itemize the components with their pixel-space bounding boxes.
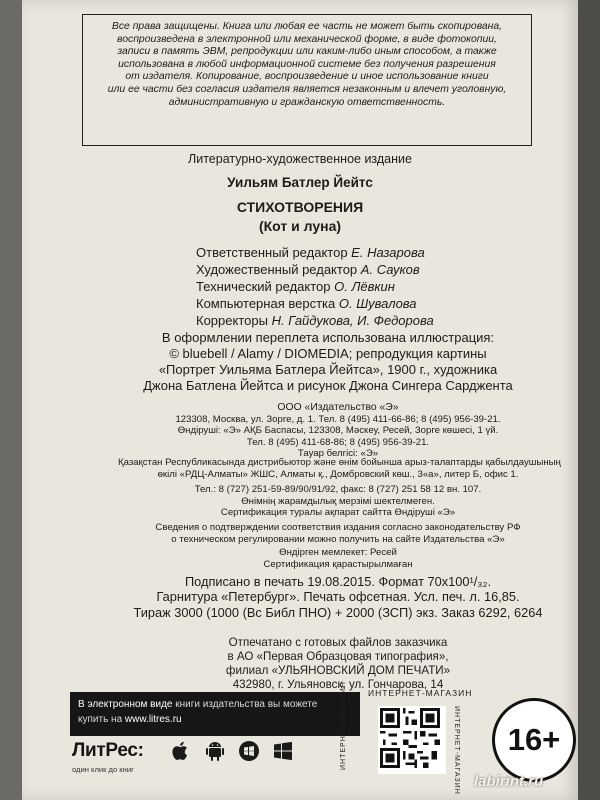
manufacturer-phone: Тел. 8 (495) 411-68-86; 8 (495) 956-39-21. bbox=[246, 436, 430, 448]
ebook-banner-line bbox=[78, 712, 352, 727]
kz-contacts-block bbox=[118, 484, 558, 519]
press-info bbox=[118, 636, 558, 692]
genre-label: Литературно-художественное издание bbox=[188, 152, 412, 166]
press-info-line: Отпечатано с готовых файлов заказчика bbox=[228, 636, 448, 649]
conformity-block bbox=[118, 522, 558, 545]
litres-tagline: один клик до книг bbox=[72, 765, 134, 774]
rights-line: административную и гражданскую ответственность. bbox=[168, 96, 446, 108]
conformity-line: о техническом регулировании можно получить на сайте Издательства «Э» bbox=[171, 533, 505, 545]
kz-distributor-line: Қазақстан Республикасында дистрибьютор және өнім бойынша арыз-талаптарды қабылдаушының bbox=[118, 457, 561, 468]
page-edge-shadow bbox=[578, 0, 600, 800]
ebook-banner-bold: В электронном виде bbox=[78, 699, 173, 710]
kz-contact-line: Өнімнің жарамдылық мерзімі шектелмеген. bbox=[241, 495, 435, 507]
rights-line: записи в память ЭВМ, репродукции или каким-либо иным способом, а также bbox=[117, 46, 497, 58]
editor-name: Н. Гайдукова, И. Федорова bbox=[271, 313, 434, 328]
cover-credit-line: В оформлении переплета использована иллюстрация: bbox=[161, 330, 495, 345]
editor-row bbox=[196, 295, 434, 312]
editor-role: Художественный редактор bbox=[196, 262, 358, 277]
kz-distributor-line: өкілі «РДЦ-Алматы» ЖШС, Алматы қ., Домбровский көш., 3«а», литер Б, офис 1. bbox=[157, 468, 519, 480]
editor-role: Компьютерная верстка bbox=[196, 296, 336, 311]
platform-icons bbox=[170, 740, 294, 762]
ebook-banner bbox=[70, 692, 360, 736]
manufacturer-address: Өндіруші: «Э» АҚБ Баспасы, 123308, Мәскеу, Ресей, Зорге көшесі, 1 үй. bbox=[177, 425, 499, 437]
rights-line: от издателя. Копирование, воспроизведение и иное использование книги bbox=[125, 71, 489, 83]
cover-credit-line: «Портрет Уильяма Батлера Йейтса», 1900 г., художника bbox=[158, 362, 498, 377]
editor-role: Ответственный редактор bbox=[196, 245, 348, 260]
print-info-line: Тираж 3000 (1000 (Вс Библ ПНО) + 2000 (ЗСП) экз. Заказ 6292, 6264 bbox=[133, 604, 543, 620]
editor-name: О. Шувалова bbox=[338, 296, 417, 311]
apple-icon bbox=[170, 740, 192, 762]
ebook-banner-text: книги издательства вы можете bbox=[172, 699, 318, 710]
print-info-line: Подписано в печать 19.08.2015. Формат 70х100¹/₃₂. bbox=[184, 574, 492, 589]
cover-credit-line: © bluebell / Alamy / DIOMEDIA; репродукция картины bbox=[169, 346, 487, 361]
rights-line: или ее части без согласия издателя является незаконным и влечет уголовную, bbox=[107, 83, 507, 95]
imprint-page bbox=[22, 0, 578, 800]
rights-line: Все права защищены. Книга или любая ее часть не может быть скопирована, bbox=[111, 21, 503, 32]
editor-role: Технический редактор bbox=[196, 279, 331, 294]
litres-url: www.litres.ru bbox=[124, 714, 182, 725]
conformity-line: Сведения о подтверждении соответствия издания согласно законодательству РФ bbox=[155, 522, 521, 533]
book-title bbox=[22, 198, 578, 236]
publisher-block bbox=[118, 402, 558, 460]
editor-row bbox=[196, 312, 434, 329]
android-icon bbox=[204, 740, 226, 762]
rights-line: воспроизведена в электронной или механической форме, в виде фотокопии, bbox=[117, 33, 497, 45]
editor-row bbox=[196, 261, 434, 278]
trademark-line: Тауар белгісі: «Э» bbox=[297, 448, 379, 460]
print-info-line: Гарнитура «Петербург». Печать офсетная. Усл. печ. л. 16,85. bbox=[156, 589, 520, 605]
ebook-banner-line bbox=[78, 697, 352, 712]
kz-distributor-block bbox=[118, 457, 561, 480]
cover-credit-line: Джона Батлена Йейтса и рисунок Джона Сингера Сарджента bbox=[143, 378, 513, 393]
windows-icon bbox=[272, 740, 294, 762]
title-main: СТИХОТВОРЕНИЯ bbox=[236, 199, 364, 215]
internet-shop-label-right: ИНТЕРНЕТ-МАГАЗИН bbox=[453, 706, 460, 795]
editor-name: Е. Назарова bbox=[351, 245, 425, 260]
print-info bbox=[118, 574, 558, 620]
title-subtitle: (Кот и луна) bbox=[258, 218, 342, 234]
editor-row bbox=[196, 278, 434, 295]
internet-shop-label: ИНТЕРНЕТ-МАГАЗИН bbox=[368, 688, 473, 698]
rights-line: использована в любой информационной системе без получения разрешения bbox=[118, 58, 496, 70]
press-info-line: в АО «Первая Образцовая типография», bbox=[227, 650, 449, 663]
origin-block bbox=[118, 547, 558, 570]
origin-line: Өндірген мемлекет: Ресей bbox=[279, 547, 397, 558]
publisher-name: ООО «Издательство «Э» bbox=[277, 402, 399, 413]
editor-name: О. Лёвкин bbox=[334, 279, 395, 294]
press-info-line: 432980, г. Ульяновск, ул. Гончарова, 14 bbox=[232, 678, 444, 691]
site-watermark: labirint.ru bbox=[474, 773, 544, 790]
kz-contact-line: Тел.: 8 (727) 251-59-89/90/91/92, факс: 8 (727) 251 58 12 вн. 107. bbox=[194, 484, 482, 495]
press-info-line: филиал «УЛЬЯНОВСКИЙ ДОМ ПЕЧАТИ» bbox=[225, 664, 451, 677]
qr-code bbox=[378, 706, 446, 774]
rights-notice-box bbox=[82, 14, 532, 146]
author-name: Уильям Батлер Йейтс bbox=[227, 175, 373, 190]
editor-name: А. Сауков bbox=[360, 262, 420, 277]
editor-role: Корректоры bbox=[196, 313, 268, 328]
litres-logo: ЛитРес: bbox=[72, 740, 144, 761]
internet-shop-label-left: ИНТЕРНЕТ-МАГАЗИН bbox=[340, 681, 347, 770]
origin-line: Сертификация қарастырылмаған bbox=[263, 558, 413, 570]
editors-list bbox=[196, 244, 434, 329]
age-rating-badge: 16+ bbox=[492, 698, 576, 782]
windows-phone-icon bbox=[238, 740, 260, 762]
editor-row bbox=[196, 244, 434, 261]
publisher-address: 123308, Москва, ул. Зорге, д. 1. Тел. 8 (495) 411-66-86; 8 (495) 956-39-21. bbox=[175, 413, 501, 425]
cover-credit bbox=[118, 330, 538, 394]
ebook-banner-text: купить на bbox=[78, 714, 125, 725]
kz-contact-line: Сертификация туралы ақпарат сайтта Өндіруші «Э» bbox=[220, 507, 456, 519]
